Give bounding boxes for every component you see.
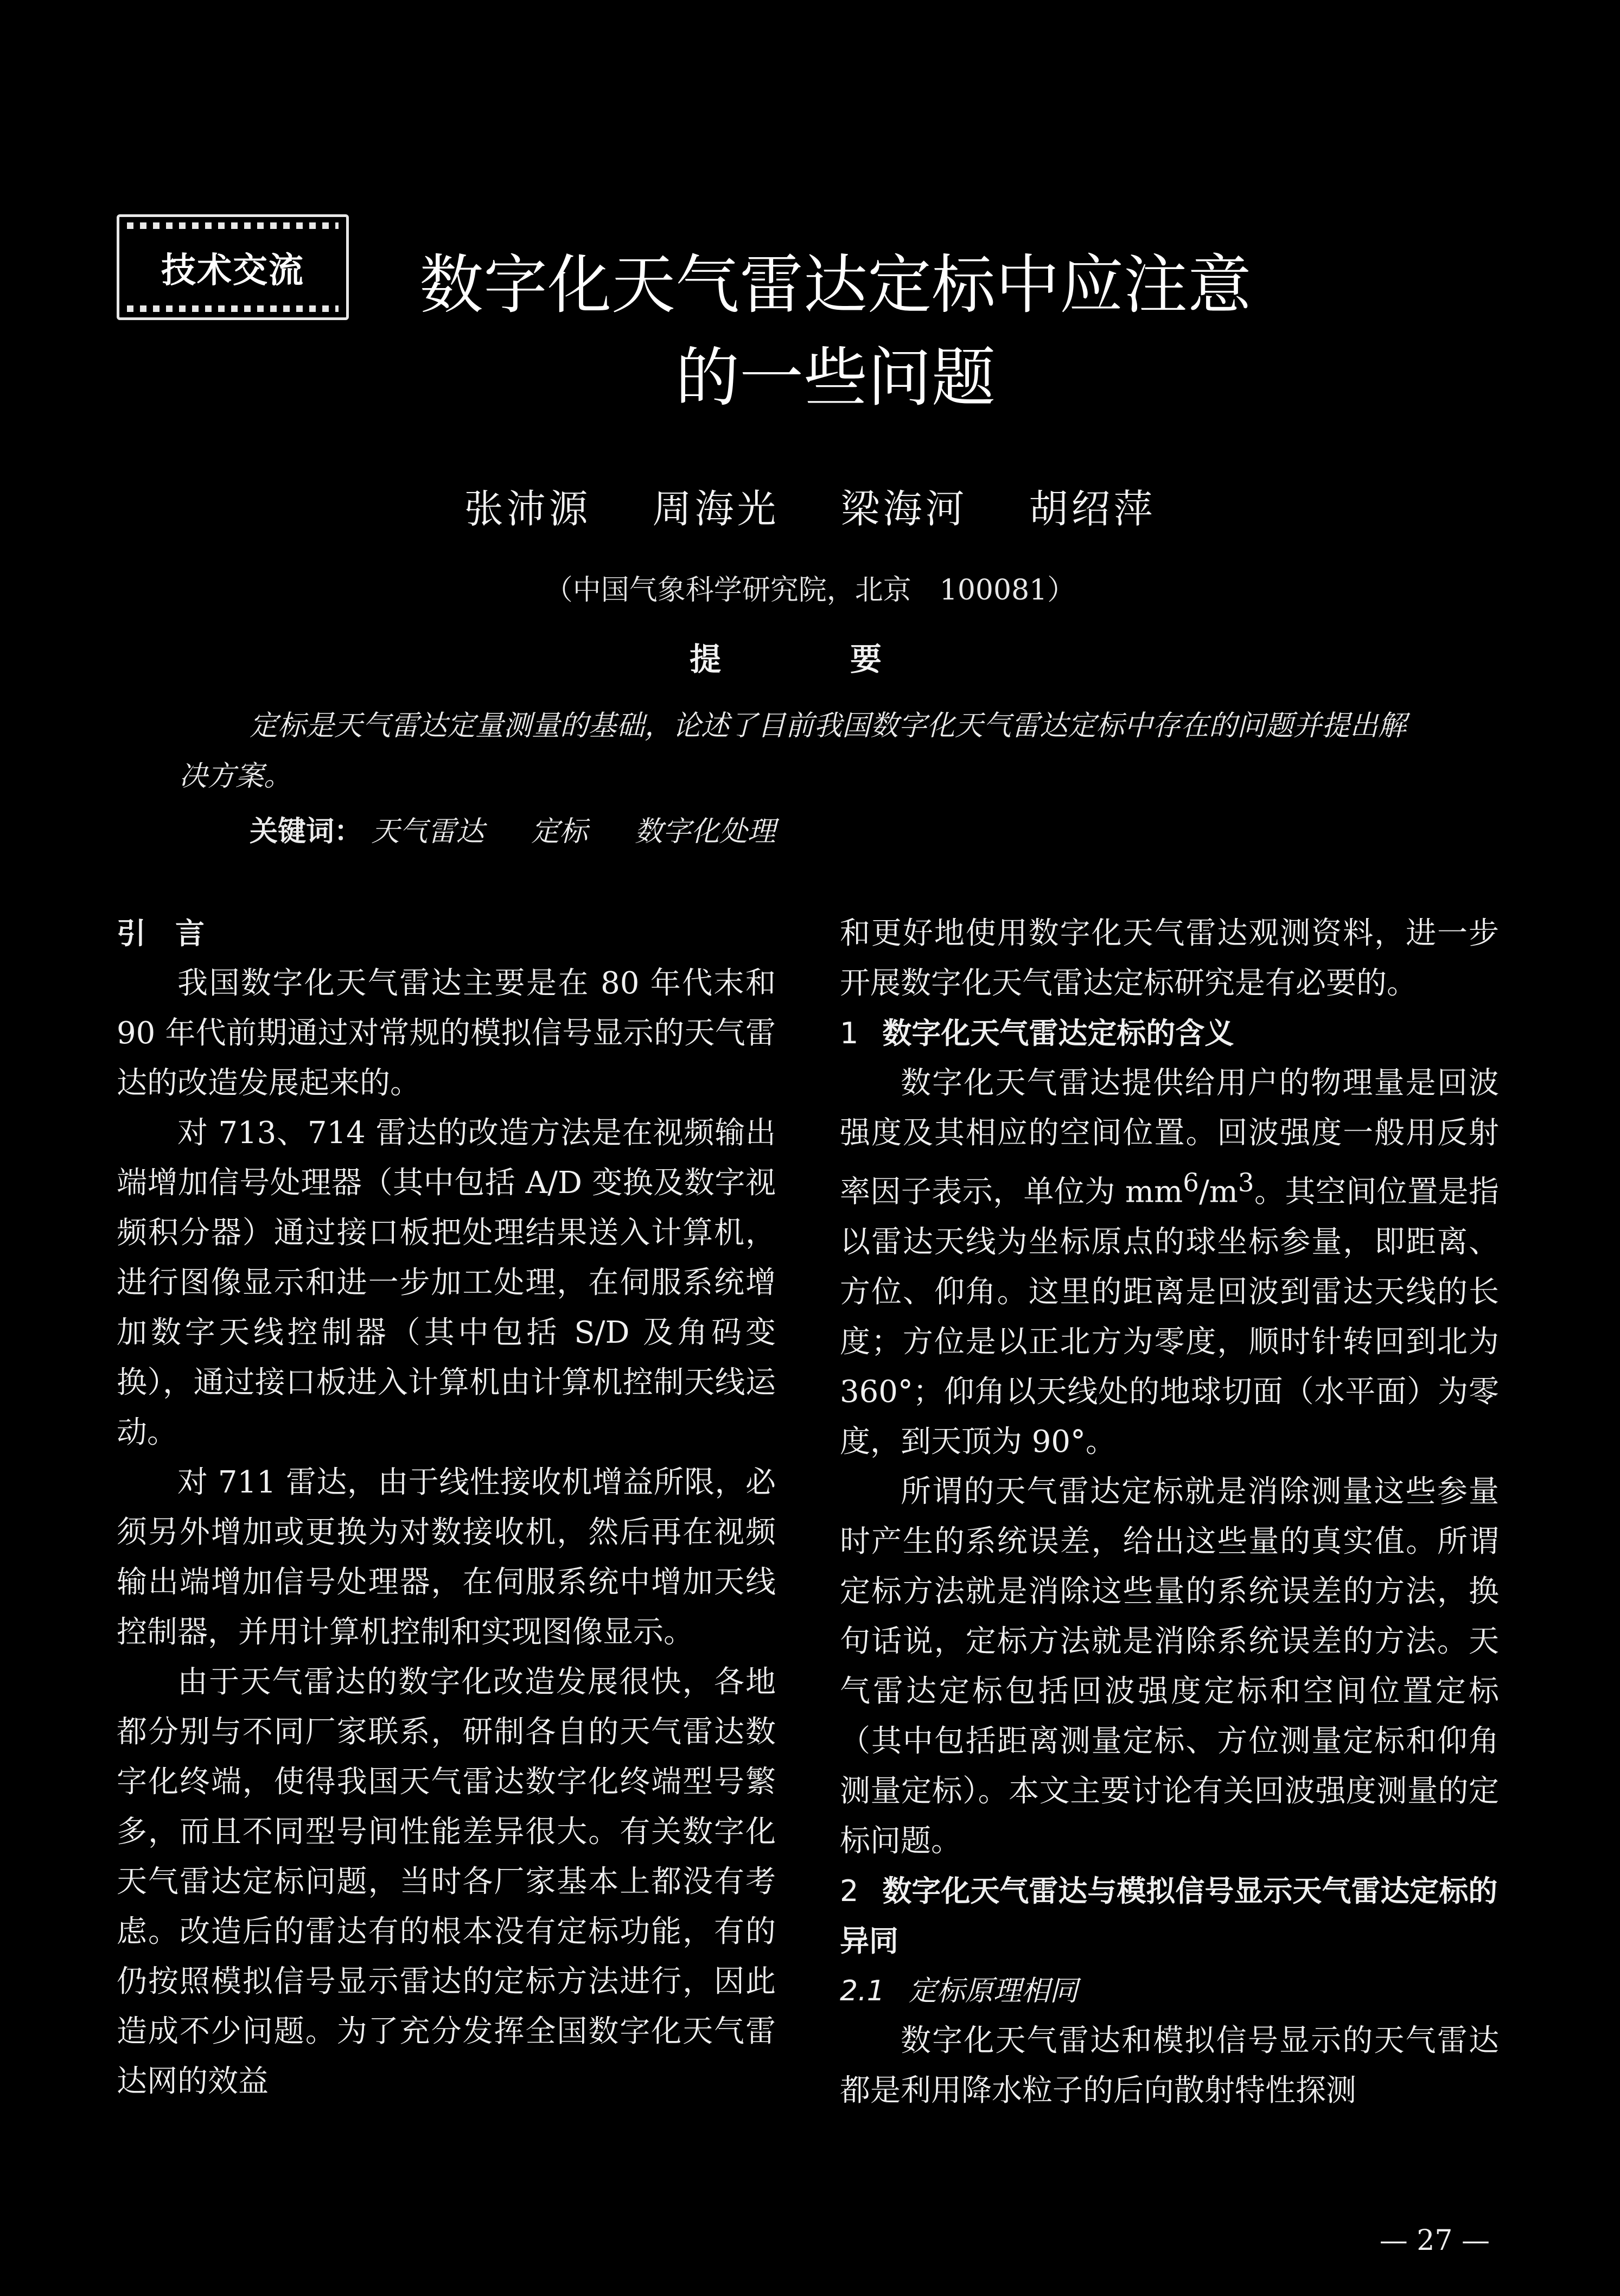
- paragraph: 由于天气雷达的数字化改造发展很快，各地都分别与不同厂家联系，研制各自的天气雷达数字化终端，使得我国天气雷达数字化终端型号繁多，而且不同型号间性能差异很大。有关数字化天气雷达定标问题，当时各厂家基本上都没有考虑。改造后的雷达有的根本没有定标功能，有的仍按照模拟信号显示雷达的定标方法进行，因此造成不少问题。为了充分发挥全国数字化天气雷达网的效益: [117, 1664, 776, 2099]
- subsection-number: 2.1: [840, 1974, 885, 2007]
- paragraph: 所谓的天气雷达定标就是消除测量这些参量时产生的系统误差，给出这些量的真实值。所谓定标方法就是消除这些量的系统误差的方法，换句话说，定标方法就是消除系统误差的方法。天气雷达定标包括回波强度定标和空间位置定标（其中包括距离测量定标、方位测量定标和仰角测量定标）。本文主要讨论有关回波强度测量的定标问题。: [840, 1474, 1499, 1859]
- section-heading-2: [840, 1866, 1499, 1966]
- title-line-2: 的一些问题: [675, 340, 996, 416]
- title-line-1: 数字化天气雷达定标中应注意: [419, 247, 1252, 322]
- author-list: [0, 477, 1620, 534]
- author-name: 胡绍萍: [1029, 486, 1156, 532]
- section-title: 数字化天气雷达与模拟信号显示天气雷达定标的异同: [840, 1873, 1498, 1958]
- paragraph: 和更好地使用数字化天气雷达观测资料，进一步开展数字化天气雷达定标研究是有必要的。: [840, 916, 1499, 1001]
- author-name: 梁海河: [840, 486, 968, 532]
- abstract-text: 定标是天气雷达定量测量的基础，论述了目前我国数字化天气雷达定标中存在的问题并提出解决方案。: [179, 710, 1407, 793]
- text-run: 。其空间位置是指以雷达天线为坐标原点的球坐标参量，即距离、方位、仰角。这里的距离是回波到雷达天线的长度；方位是以正北方为零度，顺时针转回到北为 360°；仰角以天线处的地球切面（水平面）为零度，到天顶为 90°。: [840, 1174, 1499, 1459]
- affiliation: （中国气象科学研究院，北京 100081）: [544, 574, 1076, 607]
- paragraph: 对 711 雷达，由于线性接收机增益所限，必须另外增加或更换为对数接收机，然后再在视频输出端增加信号处理器，在伺服系统中增加天线控制器，并用计算机控制和实现图像显示。: [117, 1465, 776, 1650]
- paragraph: [840, 1058, 1499, 1467]
- intro-heading: 引 言: [117, 916, 205, 951]
- section-heading-1: [840, 1009, 1499, 1058]
- author-name: 张沛源: [464, 486, 591, 532]
- superscript: 6: [1183, 1169, 1199, 1198]
- superscript: 3: [1238, 1169, 1254, 1198]
- section-number: 1: [840, 1016, 859, 1050]
- keyword: 天气雷达: [371, 815, 484, 848]
- paragraph: 我国数字化天气雷达主要是在 80 年代末和 90 年代前期通过对常规的模拟信号显示的天气雷达的改造发展起来的。: [117, 966, 776, 1101]
- column-badge: [117, 214, 349, 320]
- section-title: 数字化天气雷达定标的含义: [882, 1016, 1234, 1050]
- paragraph: 数字化天气雷达和模拟信号显示的天气雷达都是利用降水粒子的后向散射特性探测: [840, 2023, 1499, 2108]
- text-run: 数字化天气雷达提供给用户的物理量是回波强度及其相应的空间位置。回波强度一般用反射率因子表示，单位为 mm: [840, 1066, 1499, 1210]
- article-title: [380, 239, 1291, 424]
- subsection-title: 定标原理相同: [908, 1974, 1078, 2007]
- subsection-heading: [840, 1966, 1499, 2016]
- keywords: [250, 808, 814, 849]
- keyword: 定标: [531, 815, 588, 848]
- section-number: 2: [840, 1873, 859, 1908]
- column-label: 技术交流: [161, 250, 304, 291]
- abstract-heading: 提 要: [689, 641, 930, 678]
- page-number: — 27 —: [1379, 2224, 1490, 2257]
- left-column: [117, 909, 776, 2107]
- keyword: 数字化处理: [634, 815, 776, 848]
- paragraph: 对 713、714 雷达的改造方法是在视频输出端增加信号处理器（其中包括 A/D 变换及数字视频积分器）通过接口板把处理结果送入计算机，进行图像显示和进一步加工处理，在伺服系统增加数字天线控制器（其中包括 S/D 及角码变换），通过接口板进入计算机由计算机控制天线运动。: [117, 1115, 776, 1450]
- text-run: /m: [1198, 1174, 1238, 1210]
- author-name: 周海光: [652, 486, 780, 532]
- keywords-label: 关键词：: [250, 815, 363, 848]
- right-column: [840, 909, 1499, 2116]
